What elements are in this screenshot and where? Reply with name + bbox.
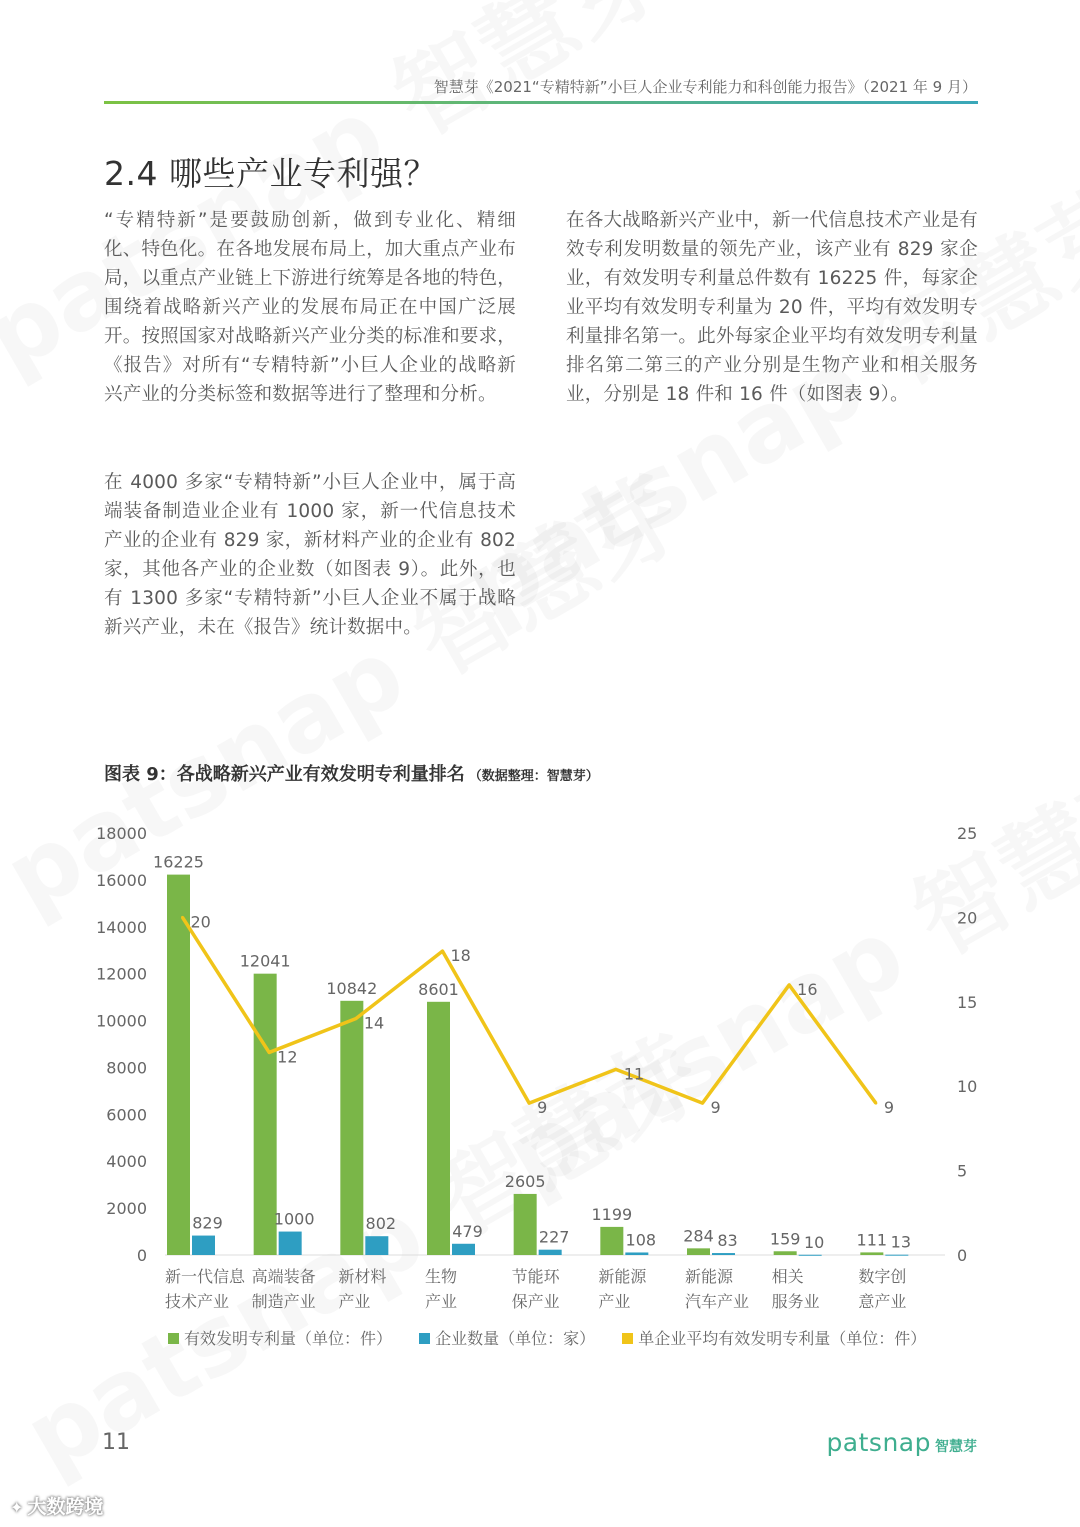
category-label: 高端装备 xyxy=(251,1267,316,1286)
bar-patents xyxy=(427,1002,450,1255)
chart-legend xyxy=(168,1326,948,1349)
bar-patents xyxy=(860,1252,883,1255)
y-right-tick-label: 10 xyxy=(957,1077,978,1097)
y-left-tick-label: 18000 xyxy=(96,824,147,843)
line-average-label: 9 xyxy=(537,1098,548,1118)
bar-patents-label: 2605 xyxy=(504,1171,546,1191)
line-average-label: 9 xyxy=(883,1098,895,1118)
line-average-label: 11 xyxy=(623,1064,645,1084)
line-average-point xyxy=(181,916,184,919)
line-average-label: 9 xyxy=(710,1098,721,1118)
y-right-tick-label: 20 xyxy=(957,908,978,928)
category-label: 产业 xyxy=(338,1292,371,1311)
bar-companies-label: 83 xyxy=(717,1231,738,1251)
legend-label-average: 单企业平均有效发明专利量（单位：件） xyxy=(638,1329,927,1348)
bar-patents-label: 12041 xyxy=(239,951,291,971)
legend-label-companies: 企业数量（单位：家） xyxy=(435,1329,596,1348)
bar-patents-label: 284 xyxy=(683,1226,714,1246)
legend-swatch-patents xyxy=(168,1333,179,1344)
y-left-tick-label: 2000 xyxy=(106,1199,147,1219)
report-header-title: 智慧芽《2021“专精特新”小巨人企业专利能力和科创能力报告》（2021 年 9 月） xyxy=(433,78,977,96)
bar-companies xyxy=(539,1250,562,1255)
bar-patents xyxy=(514,1194,537,1255)
category-label: 新能源 xyxy=(598,1267,647,1286)
y-right-tick-label: 0 xyxy=(957,1246,968,1265)
bar-patents-label: 1199 xyxy=(591,1204,633,1224)
bar-companies xyxy=(192,1236,215,1255)
bar-patents xyxy=(774,1251,797,1255)
legend-swatch-average xyxy=(622,1333,633,1344)
y-left-tick-label: 16000 xyxy=(96,870,147,890)
y-left-tick-label: 14000 xyxy=(96,917,147,937)
paragraph-intro: “专精特新”是要鼓励创新，做到专业化、精细化、特色化。在各地发展布局上，加大重点产业布局，以重点产业链上下游进行统筹是各地的特色，围绕着战略新兴产业的发展布局正在中国广泛展开。按照国家对战略新兴产业分类的标准和要求，《报告》对所有“专精特新”小巨人企业的战略新兴产业的分类标签和数据等进行了整理和分析。 xyxy=(104,210,516,405)
brand-logo xyxy=(826,1428,977,1457)
bar-patents-label: 8601 xyxy=(418,979,459,999)
category-label: 产业 xyxy=(425,1292,458,1311)
category-label: 制造产业 xyxy=(251,1292,316,1311)
brand-name: 智慧芽 xyxy=(935,1439,977,1455)
category-label: 服务业 xyxy=(771,1292,820,1311)
bar-patents xyxy=(687,1248,710,1255)
bar-companies xyxy=(279,1232,302,1255)
y-left-tick-label: 6000 xyxy=(106,1105,147,1125)
section-title: 2.4 哪些产业专利强？ xyxy=(104,154,437,193)
category-label: 数字创 xyxy=(858,1267,907,1286)
chart-title-main: 图表 9：各战略新兴产业有效发明专利量排名 xyxy=(104,764,465,785)
bar-companies xyxy=(452,1244,475,1255)
bar-patents xyxy=(167,875,190,1255)
bar-patents-label: 159 xyxy=(769,1229,801,1249)
legend-label-patents: 有效发明专利量（单位：件） xyxy=(184,1329,393,1348)
category-label: 意产业 xyxy=(858,1292,907,1311)
category-label: 保产业 xyxy=(511,1292,560,1311)
category-label: 汽车产业 xyxy=(685,1292,750,1311)
category-label: 产业 xyxy=(598,1292,631,1311)
legend-swatch-companies xyxy=(419,1333,430,1344)
bar-companies-label: 479 xyxy=(452,1221,483,1241)
footer-watermark xyxy=(10,1492,103,1519)
line-average-label: 18 xyxy=(450,946,471,966)
y-left-tick-label: 4000 xyxy=(106,1152,147,1172)
patent-ranking-chart xyxy=(0,810,1080,1320)
category-label: 新能源 xyxy=(685,1267,734,1286)
y-right-tick-label: 25 xyxy=(957,824,978,843)
line-average-point xyxy=(528,1102,531,1105)
line-average-point xyxy=(701,1102,704,1105)
line-average-point xyxy=(874,1102,877,1105)
page-number: 11 xyxy=(102,1430,130,1455)
bar-companies xyxy=(365,1236,388,1255)
bar-patents xyxy=(340,1001,363,1255)
y-left-tick-label: 12000 xyxy=(96,964,147,984)
bar-patents xyxy=(600,1227,623,1255)
line-average-label: 20 xyxy=(190,912,211,932)
bar-companies-label: 1000 xyxy=(273,1209,315,1229)
bar-companies-label: 829 xyxy=(192,1213,223,1233)
bar-patents-label: 111 xyxy=(856,1230,888,1250)
chart-title-source: （数据整理：智慧芽） xyxy=(468,769,599,784)
paragraph-patent-leaders: 在各大战略新兴产业中，新一代信息技术产业是有效专利发明数量的领先产业，该产业有 829 家企业，有效发明专利量总件数有 16225 件，每家企业平均有效发明专利量为 20 件，平均有效发明专利量排名第一。此外每家企业平均有效发明专利量排名第二第三的产业分别是生物产业和相关服务业，分别是 18 件和 16 件（如图表 9）。 xyxy=(566,210,978,405)
bar-companies xyxy=(712,1253,735,1255)
bar-companies-label: 108 xyxy=(625,1230,657,1250)
bar-companies xyxy=(625,1252,648,1255)
bar-patents-label: 10842 xyxy=(326,978,378,998)
paragraph-company-counts: 在 4000 多家“专精特新”小巨人企业中，属于高端装备制造业企业有 1000 家，新一代信息技术产业的企业有 829 家，新材料产业的企业有 802家，其他各产业的企业数（如图表 9）。此外，也有 1300 多家“专精特新”小巨人企业不属于战略新兴产业，未在《报告》统计数据中。 xyxy=(104,472,516,638)
y-right-tick-label: 15 xyxy=(957,992,978,1012)
bar-companies-label: 13 xyxy=(890,1232,912,1252)
line-average-label: 14 xyxy=(363,1013,385,1033)
bar-patents-label: 16225 xyxy=(153,852,204,872)
line-average-point xyxy=(268,1051,271,1054)
line-average-point xyxy=(788,983,791,986)
y-right-tick-label: 5 xyxy=(957,1161,968,1181)
bar-companies-label: 227 xyxy=(538,1227,570,1247)
y-left-tick-label: 0 xyxy=(136,1246,147,1265)
category-label: 新一代信息 xyxy=(165,1267,246,1286)
legend-item-average xyxy=(622,1326,926,1349)
line-average-point xyxy=(614,1068,617,1071)
category-label: 技术产业 xyxy=(165,1292,230,1311)
header-divider xyxy=(104,101,978,104)
y-left-tick-label: 8000 xyxy=(106,1058,147,1078)
legend-item-companies xyxy=(419,1326,595,1349)
line-average xyxy=(183,917,876,1103)
category-label: 相关 xyxy=(771,1267,804,1286)
patsnap-wordmark: patsnap xyxy=(826,1428,931,1457)
watermark-logo-icon: ✦ xyxy=(10,1498,24,1517)
footer-watermark-text: 大数跨境 xyxy=(27,1496,104,1518)
category-label: 生物 xyxy=(425,1267,458,1286)
bar-companies xyxy=(885,1255,908,1256)
legend-item-patents xyxy=(168,1326,392,1349)
line-average-point xyxy=(354,1017,357,1020)
category-label: 节能环 xyxy=(511,1267,560,1286)
line-average-label: 16 xyxy=(797,979,818,999)
category-label: 新材料 xyxy=(338,1267,387,1286)
bar-companies-label: 10 xyxy=(803,1232,825,1252)
line-average-point xyxy=(441,950,444,953)
line-average-label: 12 xyxy=(277,1047,298,1067)
chart-title xyxy=(104,760,599,786)
y-left-tick-label: 10000 xyxy=(96,1011,147,1031)
bar-companies xyxy=(799,1255,822,1256)
bar-companies-label: 802 xyxy=(365,1214,397,1234)
